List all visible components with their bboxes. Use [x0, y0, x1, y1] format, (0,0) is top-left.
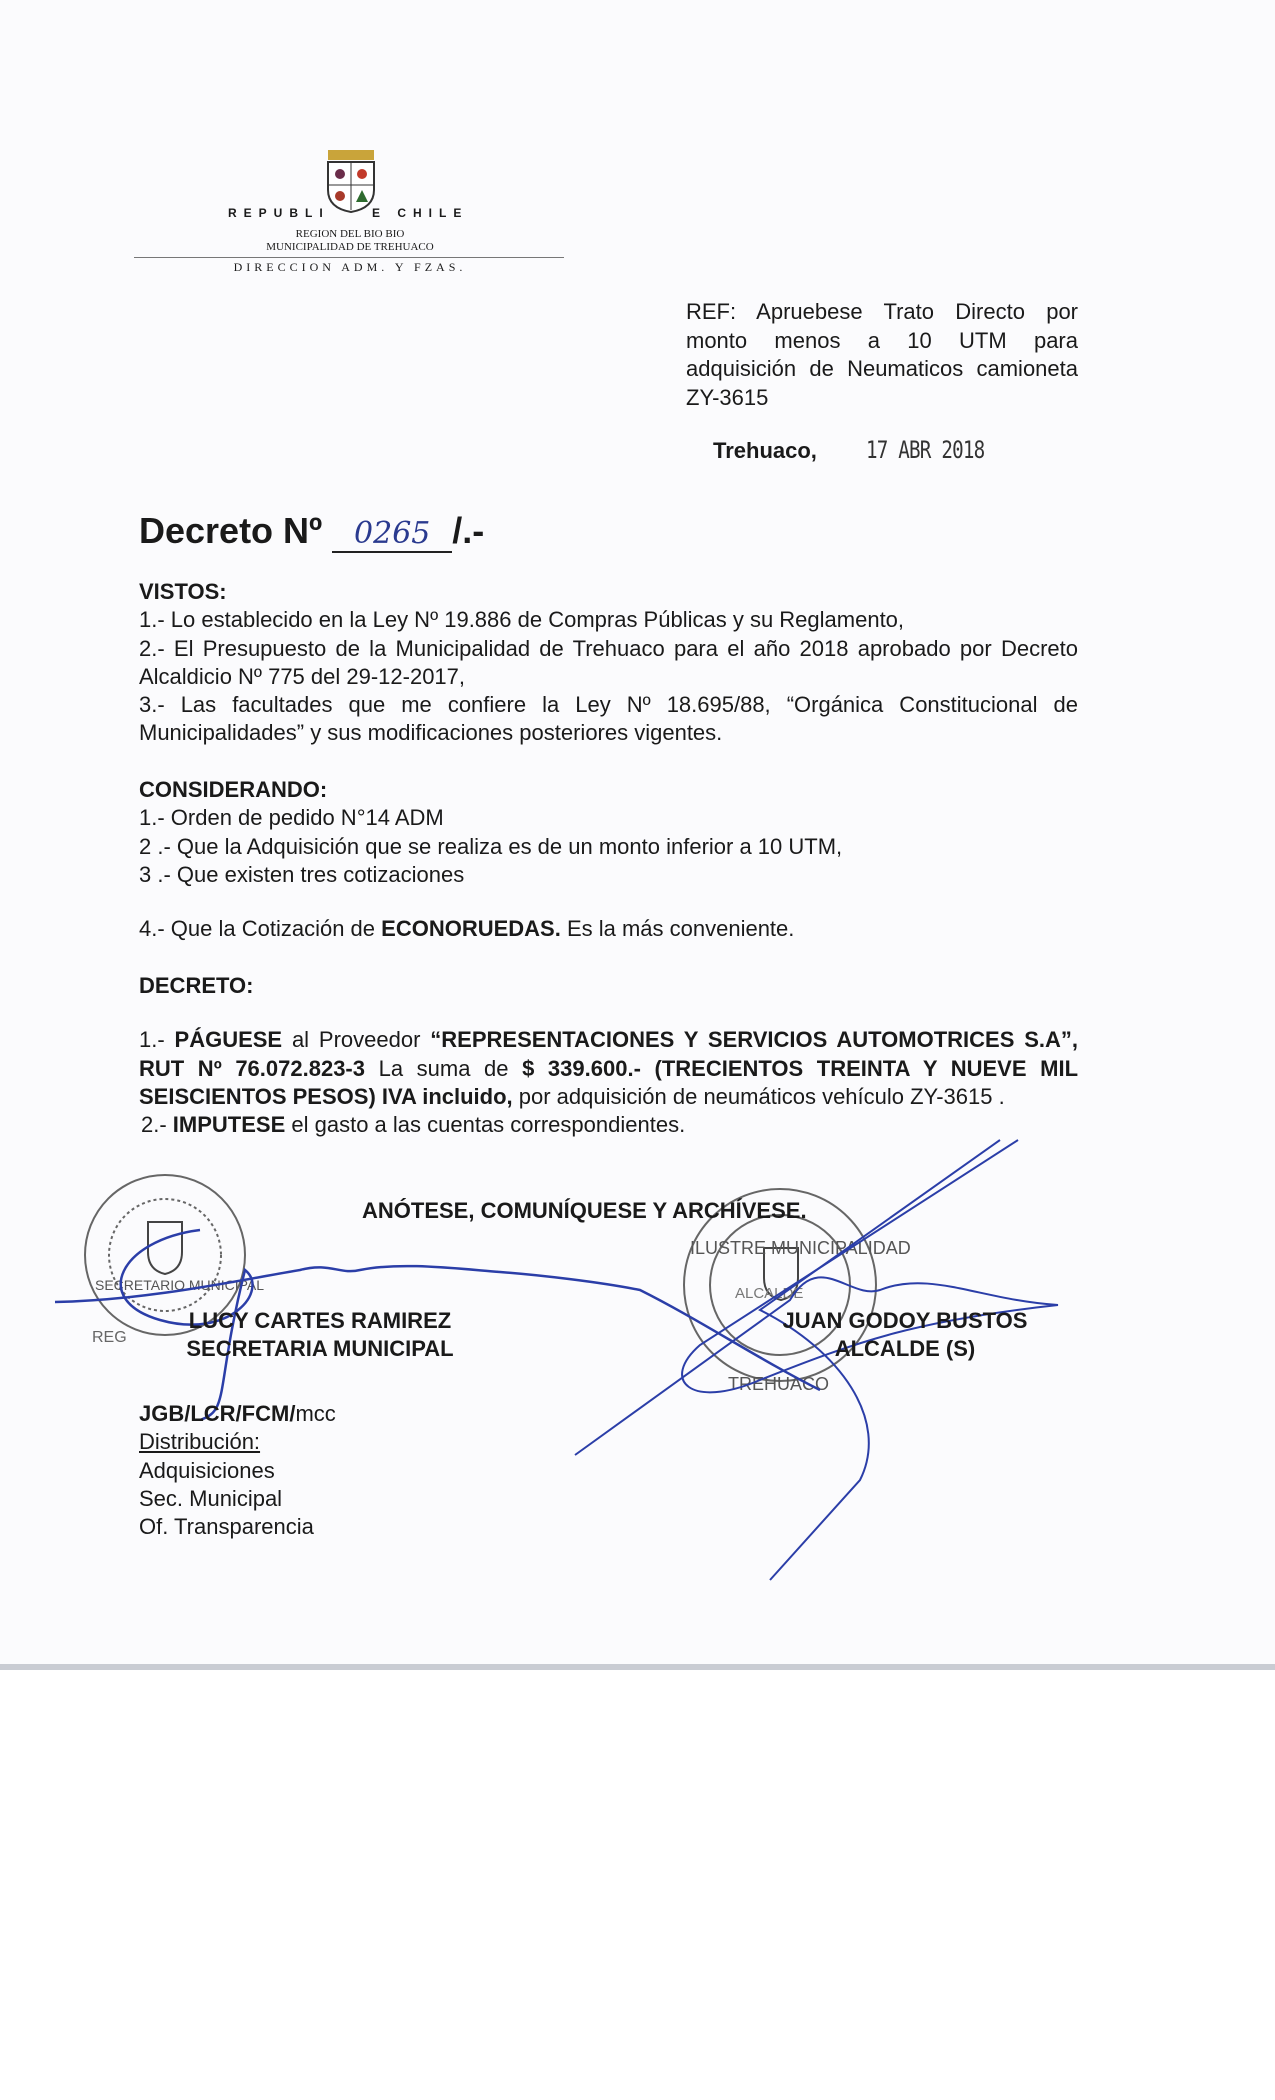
provider: “REPRESENTACIONES Y SERVICIOS AUTOMOTRICES S.A”, RUT Nº 76.072.823-3: [139, 1027, 1078, 1081]
text: Es la más conveniente.: [560, 916, 795, 942]
reference: REF: Apruebese Trato Directo por monto menos a 10 UTM para adquisición de Neumaticos camioneta ZY-3615: [686, 299, 1078, 410]
vistos-title: VISTOS:: [139, 579, 227, 604]
considerando-title: CONSIDERANDO:: [139, 777, 328, 802]
date-stamp: 17 ABR 2018: [866, 436, 985, 464]
header-municipality: MUNICIPALIDAD DE TREHUACO: [266, 241, 434, 253]
considerando-item: 2 .- Que la Adquisición que se realiza es de un monto inferior a 10 UTM,: [139, 833, 843, 859]
stamp-right-text: ILUSTRE MUNICIPALIDAD: [690, 1238, 911, 1258]
closing: ANÓTESE, COMUNÍQUESE Y ARCHÍVESE.: [362, 1198, 807, 1223]
stamp-right-bottom: TREHUACO: [728, 1374, 830, 1394]
stamp-left-reg: REG: [92, 1329, 127, 1346]
text: PÁGUESE: [174, 1027, 283, 1053]
signer-role: SECRETARIA MUNICIPAL: [186, 1336, 454, 1361]
signer-left: [160, 1307, 480, 1363]
supplier-name: ECONORUEDAS.: [381, 916, 561, 942]
initials: [139, 1400, 539, 1428]
header-divider: [134, 257, 564, 258]
coat-of-arms-icon: [328, 150, 374, 212]
decreto-section: [139, 972, 1078, 1139]
header-republica-right: E CHILE: [372, 206, 469, 220]
distribution-item: Adquisiciones: [139, 1457, 275, 1483]
decree-title: [139, 510, 484, 553]
vistos-item: 1.- Lo establecido en la Ley Nº 19.886 de Compras Públicas y su Reglamento,: [139, 607, 905, 633]
text: 4.- Que la Cotización de: [139, 916, 382, 942]
text: IMPUTESE: [172, 1112, 286, 1138]
distribution-item: Of. Transparencia: [139, 1514, 314, 1540]
considerando-item: 1.- Orden de pedido N°14 ADM: [139, 805, 444, 831]
text: mcc: [295, 1401, 336, 1426]
decreto-item-2: [139, 1111, 1078, 1139]
distribution-title: Distribución:: [139, 1429, 261, 1455]
considerando-section: [139, 776, 1078, 943]
header-region: REGION DEL BIO BIO: [295, 228, 405, 240]
vistos-section: [139, 578, 1078, 748]
decree-number: 0265: [332, 516, 452, 553]
stamp-right-mid: ALCALDE: [735, 1285, 804, 1302]
signer-role: ALCALDE (S): [834, 1336, 976, 1361]
stamp-left-text: SECRETARIO MUNICIPAL: [95, 1277, 265, 1293]
amount: $ 339.600.- (TRECIENTOS TREINTA Y NUEVE MIL SEISCIENTOS PESOS) IVA incluido,: [139, 1055, 1079, 1109]
decree-label: Decreto Nº: [139, 510, 323, 551]
considerando-item: [139, 915, 1078, 943]
header-republica-left: REPUBLI: [228, 206, 330, 220]
signer-right: [740, 1307, 1070, 1363]
distribution-item: Sec. Municipal: [139, 1485, 283, 1511]
decreto-item-1: [139, 1026, 1078, 1111]
signer-name: LUCY CARTES RAMIREZ: [188, 1308, 452, 1333]
decree-suffix: /.-: [452, 510, 485, 551]
place: Trehuaco,: [713, 438, 817, 463]
text: por adquisición de neumáticos vehículo ZY-3615 .: [512, 1083, 1005, 1109]
considerando-item: 3 .- Que existen tres cotizaciones: [139, 861, 465, 887]
decreto-title: DECRETO:: [139, 973, 254, 998]
vistos-item: 3.- Las facultades que me confiere la Ley Nº 18.695/88, “Orgánica Constitucional de Municipalidades” y sus modificaciones posteriores vigentes.: [139, 692, 1078, 746]
text: al Proveedor: [282, 1027, 431, 1053]
text: La suma de: [365, 1055, 523, 1081]
header-department: DIRECCION ADM. Y FZAS.: [233, 260, 467, 274]
signer-name: JUAN GODOY BUSTOS: [782, 1308, 1028, 1333]
text: 1.-: [139, 1027, 175, 1053]
distribution-section: [139, 1400, 539, 1541]
vistos-item: 2.- El Presupuesto de la Municipalidad de Trehuaco para el año 2018 aprobado por Decreto Alcaldicio Nº 775 del 29-12-2017,: [139, 635, 1078, 689]
text: el gasto a las cuentas correspondientes.: [285, 1112, 686, 1138]
text: JGB/LCR/FCM/: [139, 1401, 296, 1426]
text: 2.-: [141, 1112, 173, 1138]
